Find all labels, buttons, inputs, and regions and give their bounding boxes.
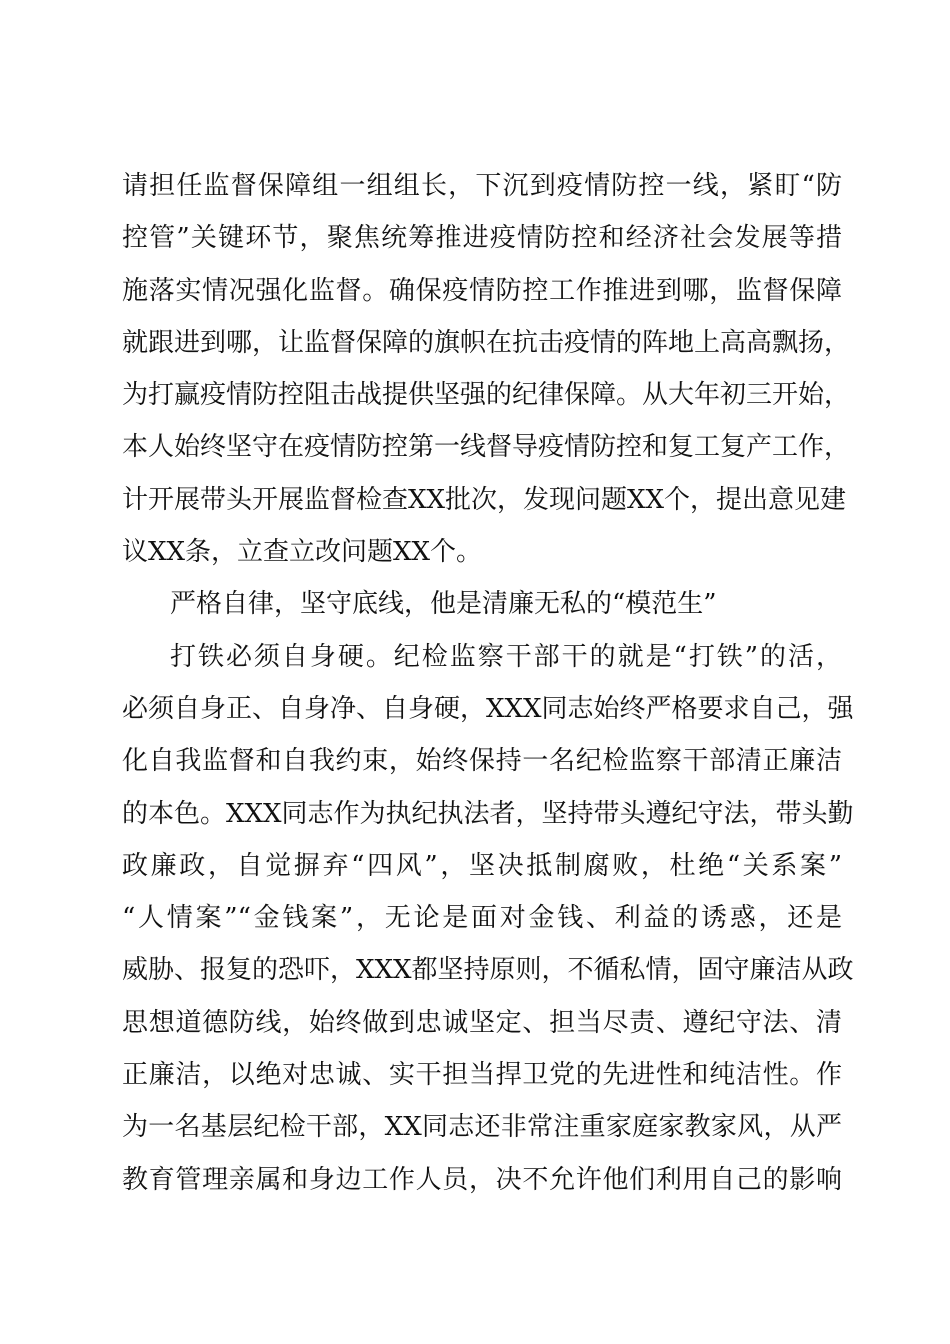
text-line-1: 请担任监督保障组一组组长，下沉到疫情防控一线，紧盯“防 — [122, 171, 842, 201]
text-line-5: 为打赢疫情防控阻击战提供坚强的纪律保障。从大年初三开始， — [122, 380, 851, 411]
text-line-13: 的本色。XXX同志作为执纪执法者，坚持带头遵纪守法，带头勤 — [122, 798, 854, 829]
text-line-19: 为一名基层纪检干部，XX同志还非常注重家庭家教家风，从严 — [122, 1112, 842, 1143]
text-line-12: 化自我监督和自我约束，始终保持一名纪检监察干部清正廉洁 — [122, 746, 842, 777]
text-line-18: 正廉洁，以绝对忠诚、实干担当捍卫党的先进性和纯洁性。作 — [122, 1060, 842, 1091]
text-line-20: 教育管理亲属和身边工作人员，决不允许他们利用自己的影响 — [122, 1164, 842, 1195]
text-line-15: “人情案”“金钱案”，无论是面对金钱、利益的诱惑，还是 — [122, 903, 842, 934]
text-line-17: 思想道德防线，始终做到忠诚坚定、担当尽责、遵纪守法、清 — [122, 1007, 842, 1038]
body-text — [122, 160, 854, 1206]
text-line-6: 本人始终坚守在疫情防控第一线督导疫情防控和复工复产工作， — [122, 432, 851, 463]
text-line-14: 政廉政，自觉摒弃“四风”，坚决抵制腐败，杜绝“关系案” — [122, 850, 842, 881]
text-line-16: 威胁、报复的恐吓，XXX都坚持原则，不循私情，固守廉洁从政 — [122, 955, 854, 986]
section-heading: 严格自律，坚守底线，他是清廉无私的“模范生” — [170, 589, 717, 620]
text-line-8: 议XX条，立查立改问题XX个。 — [122, 537, 483, 568]
text-line-7: 计开展带头开展监督检查XX批次，发现问题XX个，提出意见建 — [122, 484, 847, 515]
text-line-4: 就跟进到哪，让监督保障的旗帜在抗击疫情的阵地上高高飘扬， — [122, 327, 851, 358]
text-line-3: 施落实情况强化监督。确保疫情防控工作推进到哪，监督保障 — [122, 275, 842, 306]
text-line-11: 必须自身正、自身净、自身硬，XXX同志始终严格要求自己，强 — [122, 693, 854, 724]
text-line-2: 控管”关键环节，聚焦统筹推进疫情防控和经济社会发展等措 — [122, 223, 842, 254]
text-line-10: 打铁必须自身硬。纪检监察干部干的就是“打铁”的活， — [170, 641, 842, 672]
